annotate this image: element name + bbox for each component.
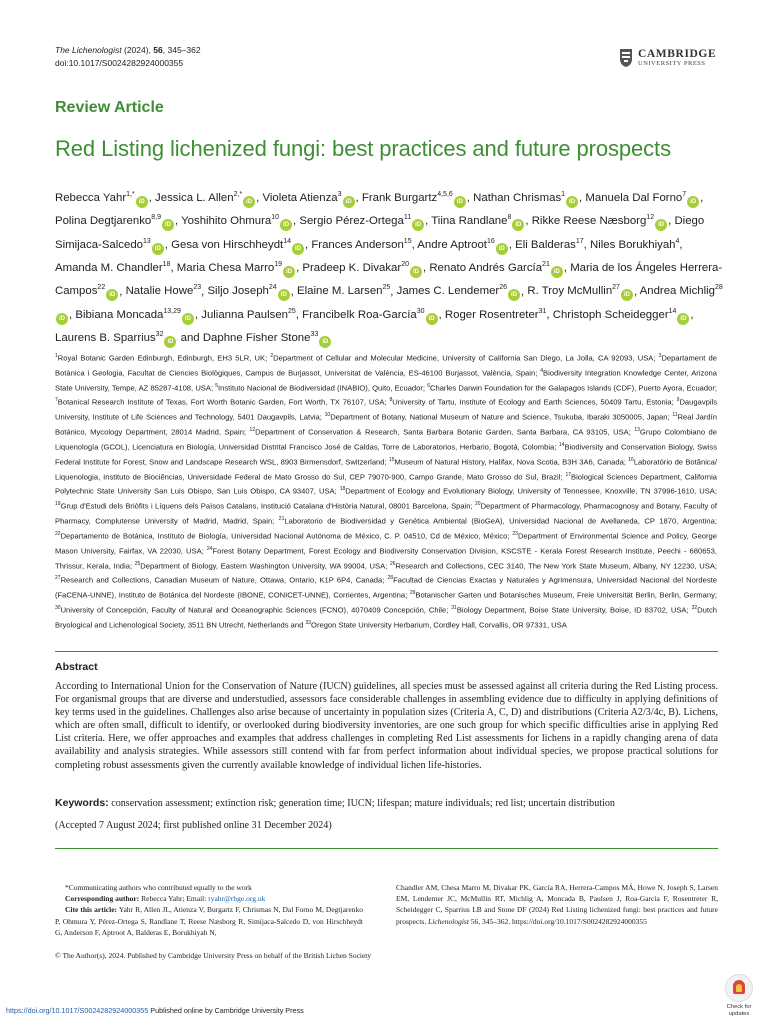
orcid-icon[interactable]: iD xyxy=(566,196,578,208)
author xyxy=(302,262,423,274)
author-affiliation-number: 30 xyxy=(416,307,425,315)
author-name: Frances Anderson xyxy=(311,238,404,251)
orcid-icon[interactable]: iD xyxy=(343,196,355,208)
affiliation-text: Research and Collections, CEC 3140, The New York State Museum, Albany, NY 12230, USA; xyxy=(395,561,717,571)
author xyxy=(397,285,521,297)
cite-text-end: 56, 345–362. https://doi.org/10.1017/S0024282924000355 xyxy=(468,916,647,926)
author-name: Amanda M. Chandler xyxy=(55,261,163,274)
orcid-icon[interactable]: iD xyxy=(412,219,424,231)
author xyxy=(429,262,564,274)
keywords xyxy=(55,797,718,809)
author-affiliation-number: 1,* xyxy=(126,191,135,198)
affiliation-number: 31 xyxy=(451,605,457,612)
affiliation-number: 4 xyxy=(540,367,544,374)
affiliation-text: Department of Environmental Science and Policy, George Mason University, Fairfax, VA 22030, USA; xyxy=(55,531,717,556)
affiliation-text: Instituto Nacional de Biodiversidad (INABIO), Quito, Ecuador; xyxy=(218,383,428,393)
affiliation-number: 11 xyxy=(672,412,678,419)
author-name: Manuela Dal Forno xyxy=(585,191,683,204)
author xyxy=(473,192,579,204)
abstract-body: According to International Union for the Conservation of Nature (IUCN) guidelines, all species must be assessed against all criteria during the Red Listing process. For organismal groups that are diverse and understudied, assessors face considerable challenges in assembling evidence due to difficulty in applying definitions of key terms used in the guidelines. Challenges also arise because of uncertainty in population sizes (Criteria A, C, D) and distributions (Criteria A2/3/4c, B). Lichens, which are often small, difficult to identify, or overlooked during biodiversity inventories, are one such group for which specific difficulties arise in applying Red List criteria. Here, we offer approaches and examples that address challenges in completing Red List assessments for lichens in a rapidly changing arena of data availability and analysis strategies. While assessors still contend with far from perfect information about individual species, we propose practical solutions for completing robust assessments given the currently available knowledge of individual lichen life-histories. xyxy=(55,681,718,771)
article-type: Review Article xyxy=(55,99,164,116)
affiliation-number: 9 xyxy=(676,397,680,404)
affiliation-text: Grupo Colombiano de Liquenología (GCOL), Licenciatura en Biología, Universidad Distrital Francisco José de Caldas, Torre de Laboratorios, Herbario, Bogotá, Colombia; xyxy=(55,427,717,452)
author-affiliation-number: 31 xyxy=(538,307,547,315)
orcid-icon[interactable]: iD xyxy=(454,196,466,208)
cite-journal: Lichenologist xyxy=(428,916,469,926)
author-name: Roger Rosentreter xyxy=(444,308,539,321)
author-affiliation-number: 18 xyxy=(162,261,171,269)
footnotes-right xyxy=(396,882,718,927)
author-affiliation-number: 3 xyxy=(337,191,342,198)
orcid-icon[interactable]: iD xyxy=(243,196,255,208)
author xyxy=(590,239,679,251)
author xyxy=(177,262,296,274)
orcid-icon[interactable]: iD xyxy=(508,289,520,301)
author-list: Rebecca Yahr$^{1,*}$iD , Jessica L. Allen$^{2,*}$iD , Violeta Atienza$^3$iD , Frank Burgartz$^{4,5,6}$iD , Nathan Chrismas$^1$iD , Manuela Dal Forno$^7$iD , Polina Degtjarenko$^{8,9}$iD , Yoshihito Ohmura$^{10}$iD , Sergio Pérez-Ortega$^{11}$iD , Tiina Randlane$^8$iD , Rikke Reese Næsborg$^{12}$iD , Diego Simijaca-Salcedo$^{13}$iD , Gesa von Hirschheydt$^{14}$iD , Frances Anderson$^{15}$, Andre Aptroot$^{16}$iD , Eli Balderas$^{17}$, Niles Borukhiyah$^4$, Amanda M. Chandler$^{18}$, Maria Chesa Marro$^{19}$iD , Pradeep K. Divakar$^{20}$iD , Renato Andrés García$^{21}$iD , Maria de los Ángeles Herrera-Campos$^{22}$iD , Natalie Howe$^{23}$, Siljo Joseph$^{24}$iD , Elaine M. Larsen$^{25}$, James C. Lendemer$^{26}$iD , R. Troy McMullin$^{27}$iD , Andrea Michlig$^{28}$iD , Bibiana Moncada$^{13,29}$iD , Julianna Paulsen$^{25}$, Francibelk Roa-García$^{30}$iD , Roger Rosentreter$^{31}$, Christoph Scheidegger$^{14}$iD , Laurens B. Sparrius$^{32}$iD and Daphne Fisher Stone$^{33}$iD xyxy=(55,185,725,349)
author-affiliation-number: 14 xyxy=(668,307,677,315)
author-affiliation-number: 13 xyxy=(143,237,151,245)
author-name: Rikke Reese Næsborg xyxy=(531,215,647,228)
author-name: Pradeep K. Divakar xyxy=(302,261,402,274)
affiliation-number: 14 xyxy=(558,441,565,448)
abstract-top-rule xyxy=(55,651,718,652)
orcid-icon[interactable]: iD xyxy=(162,219,174,231)
author-name: Siljo Joseph xyxy=(207,285,269,298)
affiliation-text: Charles Darwin Foundation for the Galapagos Islands (CDF), Puerto Ayora, Ecuador; xyxy=(430,383,717,393)
author-affiliation-number: 17 xyxy=(575,237,584,245)
cambridge-shield-icon xyxy=(619,48,633,68)
affiliation-number: 5 xyxy=(215,382,219,389)
author xyxy=(262,192,355,204)
affiliation-number: 19 xyxy=(55,501,61,508)
author-name: Laurens B. Sparrius xyxy=(55,332,156,345)
author-name: Eli Balderas xyxy=(515,238,576,251)
author xyxy=(299,215,425,227)
affiliation-text: Biology Department, Boise State University, Boise, ID 83702, USA; xyxy=(456,605,692,615)
author-affiliation-number: 25 xyxy=(288,307,296,315)
affiliation-text: Biodiversity and Conservation Biology, Swiss Federal Institute for Forest, Snow and Landscape Research WSL, 8903 Birmensdorf, Switzerland; xyxy=(55,442,717,467)
affiliation-text: Dutch Bryological and Lichenological Society, 3511 BN Utrecht, Netherlands and xyxy=(55,605,717,630)
affiliation-number: 33 xyxy=(305,619,312,626)
author-affiliation-number: 27 xyxy=(612,284,620,292)
citation-volume: 56 xyxy=(153,45,163,55)
author xyxy=(553,309,691,321)
author xyxy=(75,309,195,321)
article-doi[interactable]: doi:10.1017/S0024282924000355 xyxy=(55,58,184,68)
abstract-bottom-rule xyxy=(55,848,718,849)
affiliation-text: Departament de Botànica i Geologia, Facultat de Ciencies Biològiques, Campus de Burjassot, Universitat de València, ES-46100 Burjassot, València, Spain; xyxy=(55,353,717,378)
affiliation-text: Department of Conservation & Research, Santa Barbara Botanic Garden, Santa Barbara, CA 93105, USA; xyxy=(255,427,635,437)
author-affiliation-number: 11 xyxy=(403,214,412,222)
author-affiliation-number: 15 xyxy=(403,237,412,245)
author-name: Francibelk Roa-García xyxy=(302,308,417,321)
affiliation-number: 16 xyxy=(628,456,634,463)
author xyxy=(55,332,177,344)
affiliation-number: 18 xyxy=(339,486,346,493)
affiliation-number: 12 xyxy=(249,427,256,434)
author xyxy=(311,239,411,251)
author-name: Elaine M. Larsen xyxy=(297,285,383,298)
affiliation-number: 17 xyxy=(565,471,572,478)
orcid-icon[interactable]: iD xyxy=(655,219,667,231)
author-affiliation-number: 4 xyxy=(675,237,680,245)
affiliation-text: Botanischer Garten und Botanisches Museum, Freie Universität Berlin, Berlin, Germany; xyxy=(415,590,717,600)
author xyxy=(445,309,547,321)
cite-text-left: Yahr R, Allen JL, Atienza V, Burgartz F, Chrismas N, Dal Forno M, Degtjarenko P, Ohmura Y, Pérez-Ortega S, Randlane T, Reese Næsborg R, Simijaca-Salcedo D, von Hirschheydt G, Anderson F, Aptroot A, Balderas E, Borukhiyah N, xyxy=(55,905,363,937)
orcid-icon[interactable]: iD xyxy=(283,266,295,278)
author-name: Niles Borukhiyah xyxy=(590,238,676,251)
affiliation-text: Royal Botanic Garden Edinburgh, Edinburgh, EH3 5LR, UK; xyxy=(57,353,271,363)
cite-this-article xyxy=(55,904,363,938)
affiliation-text: Biological Sciences Department, California Polytechnic State University San Luis Obispo, San Luis Obispo, CA 93407, USA; xyxy=(55,472,717,496)
affiliation-text: Real Jardín Botánico, Mycology Department, 28014 Madrid, Spain; xyxy=(55,412,717,437)
affiliation-text: Botanical Research Institute of Texas, Fort Worth Botanic Garden, Fort Worth, TX 76107, USA; xyxy=(57,398,390,408)
author xyxy=(201,309,296,321)
orcid-icon[interactable]: iD xyxy=(677,313,689,325)
author xyxy=(55,215,175,227)
affiliation-text: Museum of Natural History, Halifax, Nova Scotia, B3H 3A6, Canada; xyxy=(394,457,629,467)
affiliation-text: Departamento de Botánica, Instituto de Biología, Universidad Nacional Autónoma de México, C. P. 04510, Cd de México, México; xyxy=(60,531,513,541)
affiliation-number: 32 xyxy=(691,605,698,612)
author-name: R. Troy McMullin xyxy=(527,285,613,298)
journal-citation xyxy=(55,44,201,70)
author xyxy=(55,262,170,274)
author-affiliation-number: 4,5,6 xyxy=(437,191,453,198)
orcid-icon[interactable]: iD xyxy=(687,196,699,208)
bottom-doi-link[interactable]: https://doi.org/10.1017/S0024282924000355 xyxy=(6,1006,149,1015)
email-link[interactable]: ryahr@rbge.org.uk xyxy=(208,894,266,904)
author-name: Andrea Michlig xyxy=(639,285,715,298)
affiliation-text: Department of Biology, Eastern Washington University, WA 99004, USA; xyxy=(140,561,390,571)
orcid-icon[interactable]: iD xyxy=(56,313,68,325)
author xyxy=(527,285,634,297)
affiliation-text: Department of Botany, National Museum of Nature and Science, Tsukuba, Ibaraki 3050005, Japan; xyxy=(330,412,673,422)
affiliation-text: Biodiversity Integration Knowledge Center, Arizona State University, Tempe, AZ 85287-4108, USA; xyxy=(55,368,717,393)
orcid-icon[interactable]: iD xyxy=(278,289,290,301)
affiliation-number: 15 xyxy=(388,456,395,463)
author xyxy=(362,192,467,204)
author-name: Polina Degtjarenko xyxy=(55,215,152,228)
author-name: Natalie Howe xyxy=(125,285,194,298)
author-name: Tiina Randlane xyxy=(431,215,508,228)
affiliation-number: 7 xyxy=(55,397,58,404)
published-online-text: Published online by Cambridge University Press xyxy=(148,1006,304,1015)
affiliations xyxy=(55,350,717,632)
keywords-text: conservation assessment; extinction risk; generation time; IUCN; lifespan; mature individuals; red list; uncertain distribution xyxy=(111,798,615,809)
affiliation-text: University of Concepción, Faculty of Natural and Oceanographic Sciences (FCNO), 4070409 Concepción, Chile; xyxy=(60,605,452,615)
affiliation-number: 29 xyxy=(409,590,416,597)
accepted-date: (Accepted 7 August 2024; first published online 31 December 2024) xyxy=(55,820,332,831)
author-affiliation-number: 16 xyxy=(486,237,495,245)
author-affiliation-number: 26 xyxy=(499,284,507,292)
affiliation-text: Grup d'Estudi dels Briòfits i Líquens dels Països Catalans, Institució Catalana d'Història Natural, 08001 Barcelona, Spain; xyxy=(60,501,476,511)
orcid-icon[interactable]: iD xyxy=(106,289,118,301)
corresponding-text: Rebecca Yahr; Email: xyxy=(139,894,209,904)
author xyxy=(532,215,668,227)
author xyxy=(181,215,293,227)
citation-pages: , 345–362 xyxy=(162,45,201,55)
author xyxy=(585,192,700,204)
affiliation-number: 10 xyxy=(324,412,331,419)
corresponding-author xyxy=(55,893,363,904)
orcid-icon[interactable]: iD xyxy=(621,289,633,301)
author-affiliation-number: 2,* xyxy=(233,191,243,198)
orcid-icon[interactable]: iD xyxy=(512,219,524,231)
orcid-icon[interactable]: iD xyxy=(426,313,438,325)
affiliation-number: 22 xyxy=(55,530,61,537)
author-affiliation-number: 23 xyxy=(193,284,202,292)
affiliation-text: Department of Pharmacology, Pharmacognosy and Botany, Faculty of Pharmacy, Complutense University of Madrid, Madrid, Spain; xyxy=(55,501,718,526)
orcid-icon[interactable]: iD xyxy=(551,266,563,278)
author xyxy=(126,285,202,297)
author xyxy=(302,309,438,321)
author-name: Nathan Chrismas xyxy=(473,191,562,204)
author-affiliation-number: 8,9 xyxy=(151,214,161,222)
affiliation-number: 1 xyxy=(55,353,58,359)
author xyxy=(55,192,149,204)
affiliation-text: Research and Collections, Canadian Museum of Nature, Ottawa, Ontario, K1P 6P4, Canada; xyxy=(60,575,388,585)
check-for-updates-badge[interactable] xyxy=(718,974,760,1018)
affiliation-text: Laboratorio de Biodiversidad y Genética Ambiental (BioGeA), Universidad Nacional de Avellaneda, CP 1870, Argentina; xyxy=(284,516,717,526)
author-affiliation-number: 13,29 xyxy=(163,307,181,315)
updates-line2: updates xyxy=(728,1011,750,1017)
author-name: Jessica L. Allen xyxy=(155,191,234,204)
author-affiliation-number: 28 xyxy=(715,284,723,292)
affiliation-text: University of Tartu, Institute of Ecology and Earth Sciences, 50409 Tartu, Estonia; xyxy=(392,398,677,408)
author-affiliation-number: 21 xyxy=(542,261,550,269)
orcid-icon[interactable]: iD xyxy=(496,243,508,255)
author-name: Christoph Scheidegger xyxy=(552,308,669,321)
orcid-icon[interactable]: iD xyxy=(292,243,304,255)
affiliation-number: 3 xyxy=(658,353,662,359)
corresponding-label: Corresponding author: xyxy=(65,894,140,904)
orcid-icon[interactable]: iD xyxy=(280,219,292,231)
affiliation-number: 21 xyxy=(278,516,285,523)
cite-label: Cite this article: xyxy=(65,905,118,915)
publisher-name: CAMBRIDGE xyxy=(638,47,717,60)
author-affiliation-number: 19 xyxy=(274,261,283,269)
author-affiliation-number: 33 xyxy=(310,331,319,339)
author-affiliation-number: 32 xyxy=(155,331,164,339)
affiliation-number: 6 xyxy=(427,382,430,389)
journal-name: The Lichenologist xyxy=(55,45,122,55)
affiliation-number: 20 xyxy=(475,501,481,508)
author-name: Julianna Paulsen xyxy=(201,308,289,321)
orcid-icon[interactable]: iD xyxy=(182,313,194,325)
orcid-icon[interactable]: iD xyxy=(164,336,176,348)
article-title: Red Listing lichenized fungi: best practices and future prospects xyxy=(55,136,671,161)
author-name: Bibiana Moncada xyxy=(75,308,164,321)
affiliation-number: 26 xyxy=(389,560,396,567)
author xyxy=(297,285,390,297)
affiliation-text: Laboratório de Botânica/ Liquenologia, Instituto de Biociências, Universidade Federal de Mato Grosso do Sul, CEP 79070-900, Campo Grande, Mato Grosso do Sul, Brazil; xyxy=(55,457,718,482)
citation-year: (2024), xyxy=(121,45,154,55)
author-name: Maria de los Ángeles Herrera-Campos xyxy=(55,261,723,298)
orcid-icon[interactable]: iD xyxy=(410,266,422,278)
affiliation-number: 27 xyxy=(55,575,61,582)
bottom-doi-line xyxy=(6,1006,304,1015)
author-affiliation-number: 1 xyxy=(561,191,566,198)
author-name: Diego Simijaca-Salcedo xyxy=(55,215,705,251)
author xyxy=(417,239,508,251)
affiliation-number: 2 xyxy=(270,353,274,359)
affiliation-text: Facultad de Ciencias Exactas y Naturales y Agrimensura, Universidad Nacional del Nordeste (FaCENA-UNNE), Instituto de Botánica del Nordeste (IBONE, CONICET-UNNE), Corrientes, Argentina; xyxy=(55,575,717,600)
author-name: Yoshihito Ohmura xyxy=(181,215,272,228)
communicating-note: *Communicating authors who contributed equally to the work xyxy=(65,883,252,892)
author-name: Frank Burgartz xyxy=(361,191,438,204)
publisher-logo xyxy=(619,48,716,68)
author-affiliation-number: 24 xyxy=(268,284,277,292)
author xyxy=(171,239,305,251)
author-affiliation-number: 14 xyxy=(283,237,291,245)
author-name: James C. Lendemer xyxy=(396,285,500,298)
affiliation-number: 28 xyxy=(387,575,394,582)
author-name: Daphne Fisher Stone xyxy=(202,332,311,345)
affiliation-number: 8 xyxy=(389,397,393,404)
orcid-icon[interactable]: iD xyxy=(152,243,164,255)
author-affiliation-number: 10 xyxy=(271,214,280,222)
author-name: Andre Aptroot xyxy=(417,238,487,251)
updates-line1: Check for xyxy=(726,1004,752,1010)
author-name: Renato Andrés García xyxy=(429,261,543,274)
affiliation-number: 24 xyxy=(206,545,213,552)
affiliation-number: 30 xyxy=(55,605,61,612)
author xyxy=(207,285,290,297)
author xyxy=(155,192,256,204)
author-name: Violeta Atienza xyxy=(262,191,338,204)
affiliation-number: 13 xyxy=(634,427,640,434)
author-affiliation-number: 8 xyxy=(507,214,512,222)
cite-text-right: Chandler AM, Chesa Marro M, Divakar PK, García RA, Herrera-Campos MÁ, Howe N, Joseph S, Larsen EM, Lendemer JC, McMullin RT, Michlig A, Moncada B, Paulsen J, Roa-García F, Rosentreter R, Scheidegger C, Sparrius LB and Stone DF (2024) Red Listing lichenized fungi: best practices and future prospects. xyxy=(396,883,718,926)
affiliation-text: Oregon State University Herbarium, Cordley Hall, Corvallis, OR 97331, USA xyxy=(311,620,567,630)
author-name: Rebecca Yahr xyxy=(55,191,127,204)
author-name: Maria Chesa Marro xyxy=(176,261,275,274)
publisher-subname: UNIVERSITY PRESS xyxy=(638,59,706,67)
affiliation-text: Daugavpils University, Institute of Life Sciences and Technology, 5401 Daugavpils, Latvia; xyxy=(55,398,718,422)
author-affiliation-number: 12 xyxy=(646,214,655,222)
orcid-icon[interactable]: iD xyxy=(319,336,331,348)
orcid-icon[interactable]: iD xyxy=(136,196,148,208)
author xyxy=(203,332,332,344)
author-affiliation-number: 22 xyxy=(97,284,106,292)
affiliation-text: Department of Cellular and Molecular Medicine, University of California San Diego, La Jolla, CA 92093, USA; xyxy=(273,353,659,363)
affiliation-number: 25 xyxy=(134,560,141,567)
author-affiliation-number: 7 xyxy=(682,191,687,198)
keywords-label: Keywords: xyxy=(55,797,109,809)
footnotes-left xyxy=(55,882,363,938)
author-affiliation-number: 25 xyxy=(382,284,391,292)
affiliation-number: 23 xyxy=(512,530,518,537)
check-for-updates-icon xyxy=(725,974,753,1002)
abstract-heading: Abstract xyxy=(55,661,98,673)
copyright-notice: © The Author(s), 2024. Published by Cambridge University Press on behalf of the British Lichen Society xyxy=(55,951,372,960)
affiliation-text: Department of Ecology and Evolutionary Biology, University of Tennessee, Knoxville, TN 37996-1610, USA; xyxy=(345,486,717,496)
author xyxy=(431,215,525,227)
author-affiliation-number: 20 xyxy=(401,261,409,269)
author xyxy=(515,239,584,251)
author-name: Sergio Pérez-Ortega xyxy=(299,215,404,228)
author-name: Gesa von Hirschheydt xyxy=(171,238,284,251)
affiliation-text: Forest Botany Department, Forest Ecology and Biodiversity Conservation Division, KSCSTE - Kerala Forest Research Institute, Peechi - 680653, Thrissur, Kerala, India; xyxy=(55,546,717,571)
